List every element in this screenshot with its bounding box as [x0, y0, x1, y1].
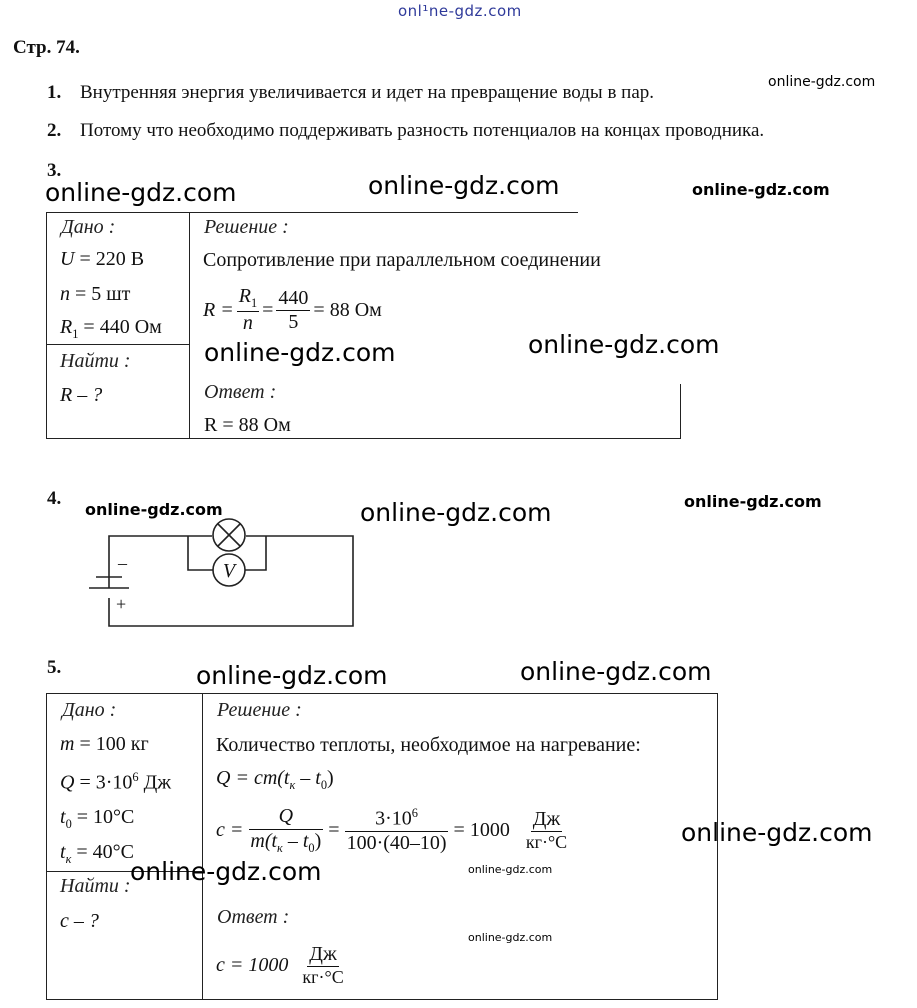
watermark: online-gdz.com	[684, 492, 822, 511]
q5-find: c – ?	[60, 910, 99, 932]
q5-given-m: m = 100 кг	[60, 733, 149, 755]
q3-formula: R = $\frac{R_1}{n}$ = $\frac{440}{5}$ = 88 Ом	[203, 285, 382, 335]
watermark: online-gdz.com	[368, 171, 560, 200]
q3-answer: R = 88 Ом	[204, 414, 291, 436]
watermark: online-gdz.com	[520, 657, 712, 686]
plus-sign: +	[116, 594, 127, 614]
q5-formula1: $Q = cm(t_к - t_0)$	[216, 767, 334, 792]
q5-answer-label: Ответ :	[217, 906, 290, 928]
watermark: online-gdz.com	[204, 338, 396, 367]
q4-number: 4.	[47, 488, 62, 509]
q3-given-n: n = 5 шт	[60, 283, 131, 305]
q2-text: Потому что необходимо поддерживать разность потенциалов на концах проводника.	[80, 120, 765, 141]
watermark: online-gdz.com	[692, 180, 830, 199]
q3-find: R – ?	[60, 384, 103, 406]
q3-number: 3.	[47, 160, 62, 181]
q3-given-r1: $R_1 = 440$ Ом	[60, 316, 162, 341]
page-title: Стр. 74.	[13, 37, 80, 58]
q5-given-label: Дано :	[62, 699, 117, 721]
watermark: online-gdz.com	[45, 178, 237, 207]
q5-solution-text: Количество теплоты, необходимое на нагревание:	[216, 734, 641, 756]
q1-text: Внутренняя энергия увеличивается и идет на превращение воды в пар.	[80, 82, 655, 103]
watermark: online-gdz.com	[681, 818, 873, 847]
q5-answer: c = 1000 $\frac{Дж}{кг\cdot^\circ C}$	[216, 943, 344, 987]
q1-number: 1.	[47, 82, 62, 103]
q5-given-t0: $t_0 = 10^\circ C$	[60, 806, 135, 831]
watermark: online-gdz.com	[85, 500, 223, 519]
watermark: online-gdz.com	[528, 330, 720, 359]
watermark: online-gdz.com	[468, 863, 553, 876]
q3-solution-text: Сопротивление при параллельном соединении	[203, 249, 601, 271]
q3-answer-label: Ответ :	[204, 381, 277, 403]
q3-given-u: U = 220 В	[60, 248, 145, 270]
q3-given-label: Дано :	[61, 216, 116, 238]
voltmeter-label: V	[222, 560, 236, 582]
q5-number: 5.	[47, 657, 62, 678]
watermark: online-gdz.com	[468, 931, 553, 944]
q2-number: 2.	[47, 120, 62, 141]
q3-solution-label: Решение :	[204, 216, 289, 238]
q5-given-tk: $t_к = 40^\circ C$	[60, 841, 134, 866]
watermark-top: onl¹ne-gdz.com	[398, 2, 522, 20]
watermark: online-gdz.com	[130, 857, 322, 886]
q3-find-label: Найти :	[60, 350, 131, 372]
minus-sign: –	[118, 553, 127, 573]
q5-solution-label: Решение :	[217, 699, 302, 721]
q5-given-q: $Q = 3\cdot 10^6$ Дж	[60, 770, 172, 794]
q5-find-label: Найти :	[60, 875, 131, 897]
watermark: online-gdz.com	[196, 661, 388, 690]
watermark: online-gdz.com	[360, 498, 552, 527]
q5-formula2: c = $\frac{Q}{m(t_к - t_0)}$ = $\frac{3\cdot 10^6}{100\cdot(40-10)}$ = 1000 $\frac{Дж}{кг\cdot^\circ C}$	[216, 805, 568, 855]
circuit-diagram	[80, 510, 370, 640]
watermark: online-gdz.com	[768, 74, 876, 90]
